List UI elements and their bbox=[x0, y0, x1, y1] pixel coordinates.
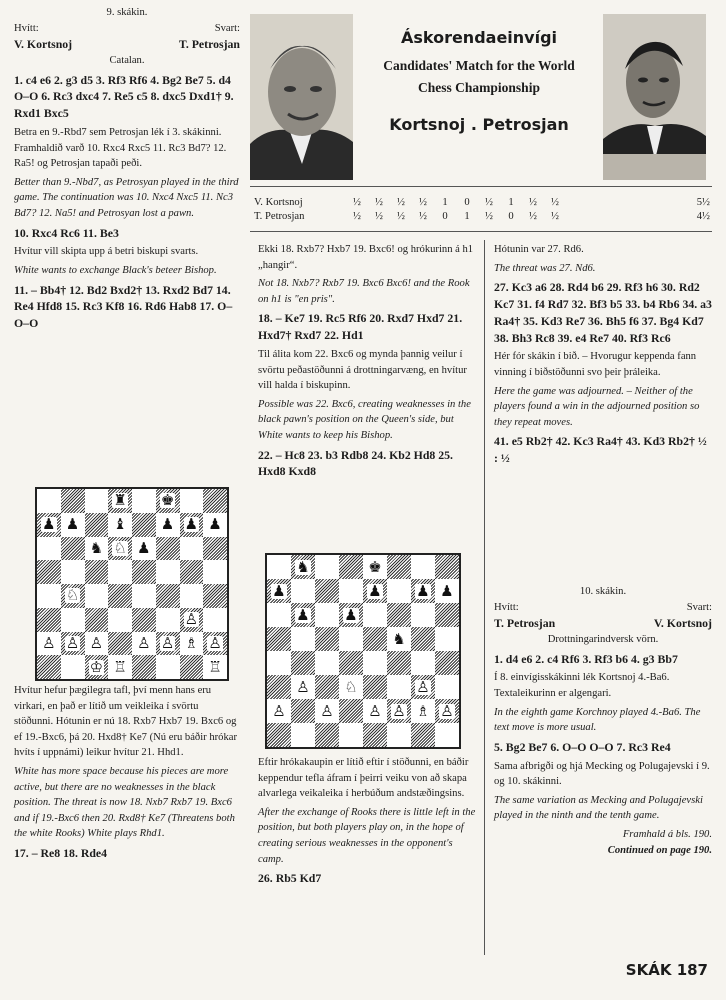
comment-en: White wants to exchange Black's beteer Bishop. bbox=[14, 264, 217, 276]
chess-piece-icon: ♙ bbox=[272, 701, 286, 720]
board-square bbox=[435, 675, 459, 699]
board-square bbox=[37, 537, 61, 561]
board-square bbox=[108, 655, 132, 679]
chess-piece-icon: ♟ bbox=[160, 515, 175, 534]
board-square bbox=[37, 655, 61, 679]
chess-piece-icon: ♟ bbox=[368, 581, 382, 600]
comment-is: Eftir hrókakaupin er lítið eftir í stöðunni, en báðir keppendur tefla áfram í þeirri veiku von að skapa alvarlega veikaleika í herbúðum andstæðingsins. bbox=[258, 757, 469, 800]
board-square bbox=[315, 627, 339, 651]
board-square bbox=[315, 651, 339, 675]
board-square bbox=[339, 675, 363, 699]
score-cell: ½ bbox=[485, 210, 493, 222]
board-square bbox=[267, 723, 291, 747]
chess-piece-icon: ♟ bbox=[65, 515, 80, 534]
board-square bbox=[180, 560, 204, 584]
chess-piece-icon: ♟ bbox=[416, 581, 430, 600]
chess-diagram-1 bbox=[35, 487, 229, 681]
moves-block: 5. Bg2 Be7 6. O–O O–O 7. Rc3 Re4 bbox=[494, 739, 671, 754]
chess-piece-icon: ♘ bbox=[65, 586, 80, 605]
board-square bbox=[339, 651, 363, 675]
board-square bbox=[411, 555, 435, 579]
board-square bbox=[108, 560, 132, 584]
column-middle bbox=[258, 242, 478, 483]
chess-piece-icon: ♞ bbox=[392, 629, 406, 648]
board-square bbox=[61, 655, 85, 679]
score-cell: ½ bbox=[419, 196, 427, 208]
board-square bbox=[203, 584, 227, 608]
board-square bbox=[132, 655, 156, 679]
moves-block: 27. Kc3 a6 28. Rd4 b6 29. Rf3 h6 30. Rd2 Kc7 31. f4 Rd7 32. Bf3 b5 33. b4 Rb6 34. a3 Ra4† 35. Kd3 Re7 36. Bh5 f6 37. Bg4 Kd7 38. Bh3 Rc8 39. e4 Re7 40. Rf3 Rc6 bbox=[494, 280, 712, 345]
board-square bbox=[411, 699, 435, 723]
board-square bbox=[85, 537, 109, 561]
continued-is: Framhald á bls. 190. bbox=[622, 828, 712, 840]
board-square bbox=[363, 579, 387, 603]
board-square bbox=[387, 675, 411, 699]
moves-block: 17. – Re8 18. Rde4 bbox=[14, 845, 108, 860]
comment-is: Sama afbrigði og hjá Mecking og Polugajevski í 9. og 10. skákinni. bbox=[494, 760, 710, 788]
scoreboard bbox=[254, 195, 710, 223]
board-square bbox=[315, 579, 339, 603]
board-square bbox=[315, 603, 339, 627]
chess-piece-icon: ♟ bbox=[137, 538, 151, 557]
board-square bbox=[291, 603, 315, 627]
chess-piece-icon: ♘ bbox=[113, 538, 127, 557]
board-square bbox=[363, 603, 387, 627]
white-label: Hvítt: bbox=[494, 601, 519, 613]
comment-is: Betra en 9.-Rbd7 sem Petrosjan lék í 3. skákinni. Framhaldið varð 10. Rxc4 Rxc5 11. Rc3 Bd7? 12. Ra5! og Petrosjan tapaði peði. bbox=[14, 126, 227, 170]
board-square bbox=[61, 537, 85, 561]
board-square bbox=[156, 513, 180, 537]
board-square bbox=[203, 513, 227, 537]
board-square bbox=[363, 699, 387, 723]
board-square bbox=[291, 627, 315, 651]
board-square bbox=[61, 608, 85, 632]
column-left-lower bbox=[14, 683, 240, 865]
moves-block: 22. – Hc8 23. b3 Rdb8 24. Kb2 Hd8 25. Hxd8 Kxd8 bbox=[258, 447, 454, 479]
board-square bbox=[315, 555, 339, 579]
board-square bbox=[267, 627, 291, 651]
chess-piece-icon: ♙ bbox=[160, 633, 175, 652]
board-square bbox=[203, 489, 227, 513]
board-square bbox=[85, 560, 109, 584]
black-player: V. Kortsnoj bbox=[653, 616, 712, 631]
board-square bbox=[387, 555, 411, 579]
board-square bbox=[132, 489, 156, 513]
chess-piece-icon: ♟ bbox=[272, 581, 286, 600]
board-square bbox=[156, 584, 180, 608]
chess-diagram-2 bbox=[265, 553, 461, 749]
players-names bbox=[494, 615, 712, 632]
board-square bbox=[387, 627, 411, 651]
score-cell: 0 bbox=[442, 210, 448, 222]
column-right-game10 bbox=[494, 584, 712, 861]
board-square bbox=[85, 584, 109, 608]
comment-en: White has more space because his pieces are more active, but there are no weaknesses in the black position. The threat is now 18. Nxb7 Rxb7 19. Bxc6 and if 19.-Bxc6 then 20. Rxd8† Ke7 (Threatens both the white Rooks) White plays Rhd1. bbox=[14, 765, 235, 840]
board-square bbox=[435, 579, 459, 603]
comment-is: Hér fór skákin í bið. – Hvorugur keppenda fann vinning í biðstöðunni svo þeir þráleika. bbox=[494, 351, 697, 378]
chess-piece-icon: ♜ bbox=[113, 491, 127, 510]
comment-is: Í 8. einvígisskákinni lék Kortsnoj 4.-Ba6. Textaleikurinn er algengari. bbox=[494, 672, 670, 699]
comment-en: Possible was 22. Bxc6, creating weaknesses in the black pawn's position on the Queen's side, but White wants to keep his Bishop. bbox=[258, 398, 471, 441]
score-player-name: V. Kortsnoj bbox=[254, 196, 303, 208]
chess-piece-icon: ♘ bbox=[344, 677, 358, 696]
score-cell: ½ bbox=[529, 196, 537, 208]
chess-piece-icon: ♙ bbox=[416, 677, 430, 696]
comment-en: Not 18. Nxb7? Rxb7 19. Bxc6 Bxc6! and the Rook on h1 is "en pris". bbox=[258, 278, 470, 305]
chess-piece-icon: ♞ bbox=[296, 557, 310, 576]
chess-piece-icon: ♟ bbox=[296, 605, 310, 624]
board-square bbox=[108, 489, 132, 513]
board-square bbox=[108, 537, 132, 561]
board-square bbox=[291, 723, 315, 747]
match-title: Kortsnoj . Petrosjan bbox=[389, 115, 569, 134]
board-square bbox=[435, 627, 459, 651]
moves-block: 1. d4 e6 2. c4 Rf6 3. Rf3 b6 4. g3 Bb7 bbox=[494, 651, 678, 666]
board-square bbox=[291, 651, 315, 675]
board-square bbox=[291, 555, 315, 579]
board-square bbox=[156, 489, 180, 513]
board-square bbox=[203, 655, 227, 679]
chess-piece-icon: ♙ bbox=[137, 633, 151, 652]
chess-piece-icon: ♔ bbox=[89, 657, 104, 676]
comment-en: After the exchange of Rooks there is little left in the position, but both players play on, in the hope of creating serious weaknesses in the opponent's camp. bbox=[258, 806, 476, 865]
comment-is: Hvítur hefur þægilegra tafl, því menn hans eru virkari, en það er lítið um veikleika í svörtu stöðunni. Hótunin er nú 18. Rxb7 Hxb7 19. Bxc6 og ef 19.-Bxc6, þá 20. Hxd8† Ke7 (Nú eru báðir hrókar hvíts í uppnámi) leikur hvítur 21. Hhd1. bbox=[14, 685, 237, 759]
score-cell: ½ bbox=[551, 210, 559, 222]
board-square bbox=[291, 579, 315, 603]
board-square bbox=[435, 555, 459, 579]
chess-piece-icon: ♗ bbox=[416, 701, 430, 720]
board-square bbox=[132, 560, 156, 584]
column-right bbox=[494, 242, 712, 470]
board-square bbox=[85, 655, 109, 679]
board-square bbox=[203, 560, 227, 584]
chess-piece-icon: ♙ bbox=[440, 701, 454, 720]
chess-piece-icon: ♙ bbox=[392, 701, 406, 720]
score-cell: ½ bbox=[529, 210, 537, 222]
board-square bbox=[339, 555, 363, 579]
board-square bbox=[85, 608, 109, 632]
magazine-name: SKÁK bbox=[625, 961, 672, 979]
board-square bbox=[85, 632, 109, 656]
board-square bbox=[315, 723, 339, 747]
board-square bbox=[180, 608, 204, 632]
column-middle-lower bbox=[258, 755, 478, 890]
board-square bbox=[363, 555, 387, 579]
board-square bbox=[267, 603, 291, 627]
chess-piece-icon: ♙ bbox=[65, 633, 80, 652]
comment-is: Hvítur vill skipta upp á betri biskupi svarts. bbox=[14, 246, 199, 258]
board-square bbox=[108, 513, 132, 537]
board-square bbox=[435, 723, 459, 747]
chess-piece-icon: ♙ bbox=[320, 701, 334, 720]
chess-piece-icon: ♟ bbox=[440, 581, 454, 600]
chess-piece-icon: ♙ bbox=[368, 701, 382, 720]
board-square bbox=[411, 651, 435, 675]
board-square bbox=[37, 560, 61, 584]
players-labels bbox=[14, 21, 240, 37]
board-square bbox=[203, 632, 227, 656]
score-cell: ½ bbox=[419, 210, 427, 222]
board-square bbox=[132, 537, 156, 561]
score-cell: 1 bbox=[508, 196, 514, 208]
chess-piece-icon: ♙ bbox=[42, 633, 56, 652]
board-square bbox=[108, 632, 132, 656]
board-square bbox=[267, 651, 291, 675]
divider bbox=[250, 186, 712, 187]
board-square bbox=[37, 608, 61, 632]
board-square bbox=[180, 537, 204, 561]
board-square bbox=[387, 651, 411, 675]
chess-piece-icon: ♖ bbox=[113, 657, 127, 676]
board-square bbox=[37, 632, 61, 656]
board-square bbox=[156, 632, 180, 656]
score-cell: ½ bbox=[397, 210, 405, 222]
board-square bbox=[315, 699, 339, 723]
board-square bbox=[132, 632, 156, 656]
board-square bbox=[267, 579, 291, 603]
score-cell: ½ bbox=[375, 210, 383, 222]
opening-name: Catalan. bbox=[109, 54, 145, 66]
board-square bbox=[180, 513, 204, 537]
board-square bbox=[435, 603, 459, 627]
board-square bbox=[387, 699, 411, 723]
board-square bbox=[61, 489, 85, 513]
score-cell: ½ bbox=[353, 210, 361, 222]
board-square bbox=[411, 723, 435, 747]
board-square bbox=[435, 699, 459, 723]
chess-piece-icon: ♟ bbox=[184, 515, 199, 534]
board-square bbox=[339, 603, 363, 627]
chess-piece-icon: ♖ bbox=[208, 657, 222, 676]
board-square bbox=[387, 579, 411, 603]
board-square bbox=[132, 608, 156, 632]
comment-is: Ekki 18. Rxb7? Hxb7 19. Bxc6! og hrókurinn á h1 „hangir“. bbox=[258, 244, 474, 271]
board-square bbox=[435, 651, 459, 675]
players-labels bbox=[494, 600, 712, 616]
board-square bbox=[339, 699, 363, 723]
board-square bbox=[61, 560, 85, 584]
chess-piece-icon: ♙ bbox=[184, 610, 199, 629]
board-square bbox=[411, 627, 435, 651]
moves-block: 11. – Bb4† 12. Bd2 Bxd2† 13. Rxd2 Bd7 14. Re4 Hfd8 15. Rc3 Kf8 16. Rd6 Hab8 17. O–O–O bbox=[14, 282, 233, 331]
score-cell: 1 bbox=[442, 196, 448, 208]
white-player: T. Petrosjan bbox=[494, 616, 556, 631]
board-square bbox=[156, 608, 180, 632]
chess-piece-icon: ♗ bbox=[184, 633, 199, 652]
board-square bbox=[156, 560, 180, 584]
score-row bbox=[254, 195, 710, 209]
chess-piece-icon: ♙ bbox=[208, 633, 222, 652]
black-player: T. Petrosjan bbox=[178, 37, 240, 52]
comment-en: The threat was 27. Nd6. bbox=[494, 262, 596, 274]
score-player-name: T. Petrosjan bbox=[254, 210, 305, 222]
board-square bbox=[61, 513, 85, 537]
board-square bbox=[267, 675, 291, 699]
moves-block: 41. e5 Rb2† 42. Kc3 Ra4† 43. Kd3 Rb2† ½ : ½ bbox=[494, 434, 707, 466]
board-square bbox=[180, 655, 204, 679]
comment-en: Here the game was adjourned. – Neither of the players found a win in the adjourned position so they repeat moves. bbox=[494, 385, 700, 428]
opening-name: Drottningarindversk vörn. bbox=[547, 633, 659, 645]
board-square bbox=[203, 608, 227, 632]
score-total: 5½ bbox=[696, 196, 710, 208]
continued-en: Continued on page 190. bbox=[607, 844, 712, 856]
board-square bbox=[156, 537, 180, 561]
board-square bbox=[291, 675, 315, 699]
score-cell: ½ bbox=[485, 196, 493, 208]
board-square bbox=[363, 651, 387, 675]
score-total: 4½ bbox=[696, 210, 710, 222]
board-square bbox=[315, 675, 339, 699]
score-row bbox=[254, 209, 710, 223]
page-title: Áskorendaeinvígi bbox=[400, 28, 558, 47]
comment-is: Til álita kom 22. Bxc6 og mynda þannig veilur í svörtu peðastöðunni á drottningarvæng, en hvítur vill halda í biskupinn. bbox=[258, 348, 467, 392]
header-block bbox=[360, 28, 598, 134]
board-square bbox=[132, 584, 156, 608]
players-names bbox=[14, 36, 240, 53]
white-label: Hvítt: bbox=[14, 22, 39, 34]
board-square bbox=[108, 584, 132, 608]
board-square bbox=[387, 723, 411, 747]
chess-piece-icon: ♟ bbox=[208, 515, 222, 534]
board-square bbox=[411, 579, 435, 603]
chess-piece-icon: ♞ bbox=[89, 538, 104, 557]
column-left bbox=[14, 5, 240, 335]
board-square bbox=[411, 603, 435, 627]
chess-piece-icon: ♚ bbox=[368, 557, 382, 576]
game-title: 10. skákin. bbox=[579, 586, 627, 597]
board-square bbox=[203, 537, 227, 561]
moves-block: 26. Rb5 Kd7 bbox=[258, 871, 322, 886]
moves-block: 18. – Ke7 19. Rc5 Rf6 20. Rxd7 Hxd7 21. Hxd7† Rxd7 22. Hd1 bbox=[258, 311, 463, 343]
divider bbox=[250, 231, 712, 232]
board-square bbox=[37, 513, 61, 537]
score-cell: ½ bbox=[375, 196, 383, 208]
moves-block: 1. c4 e6 2. g3 d5 3. Rf3 Rf6 4. Bg2 Be7 5. d4 O–O 6. Rc3 dxc4 7. Re5 c5 8. dxc5 Dxd1† 9. Rxd1 Bxc5 bbox=[14, 72, 234, 121]
board-square bbox=[339, 627, 363, 651]
chess-piece-icon: ♚ bbox=[160, 491, 175, 510]
board-square bbox=[180, 584, 204, 608]
board-square bbox=[363, 723, 387, 747]
board-square bbox=[267, 555, 291, 579]
photo-kortsnoj bbox=[250, 14, 353, 180]
comment-en: In the eighth game Korchnoy played 4.-Ba6. The text move is more usual. bbox=[494, 706, 701, 734]
board-square bbox=[37, 489, 61, 513]
white-player: V. Kortsnoj bbox=[14, 37, 73, 52]
comment-is: Hótunin var 27. Rd6. bbox=[494, 244, 584, 255]
comment-en: The same variation as Mecking and Polugajevski played in the ninth and the tenth game. bbox=[494, 794, 703, 822]
black-label: Svart: bbox=[214, 22, 240, 34]
black-label: Svart: bbox=[686, 601, 712, 613]
score-cell: ½ bbox=[353, 196, 361, 208]
board-square bbox=[108, 608, 132, 632]
column-divider bbox=[484, 240, 485, 955]
board-square bbox=[267, 699, 291, 723]
chess-piece-icon: ♟ bbox=[344, 605, 358, 624]
page-number: 187 bbox=[676, 961, 708, 979]
board-square bbox=[132, 513, 156, 537]
comment-en: Better than 9.-Nbd7, as Petrosyan played in the third game. The continuation was 10. Nxc4 Nxc5 11. Nc3 Bd7? 12. Na5! and Petrosyan lost a pawn. bbox=[14, 176, 239, 219]
score-cell: 0 bbox=[508, 210, 514, 222]
photo-petrosjan bbox=[603, 14, 706, 180]
board-square bbox=[363, 627, 387, 651]
board-square bbox=[291, 699, 315, 723]
score-cell: 1 bbox=[464, 210, 470, 222]
board-square bbox=[61, 632, 85, 656]
board-square bbox=[339, 579, 363, 603]
board-square bbox=[363, 675, 387, 699]
chess-piece-icon: ♝ bbox=[113, 515, 127, 534]
board-square bbox=[85, 513, 109, 537]
board-square bbox=[411, 675, 435, 699]
game-title: 9. skákin. bbox=[106, 7, 148, 18]
moves-block: 10. Rxc4 Rc6 11. Be3 bbox=[14, 225, 119, 240]
board-square bbox=[85, 489, 109, 513]
board-square bbox=[387, 603, 411, 627]
board-square bbox=[180, 489, 204, 513]
board-square bbox=[339, 723, 363, 747]
score-cell: ½ bbox=[551, 196, 559, 208]
chess-piece-icon: ♙ bbox=[89, 633, 104, 652]
chess-piece-icon: ♟ bbox=[42, 515, 56, 534]
score-cell: 0 bbox=[464, 196, 470, 208]
board-square bbox=[61, 584, 85, 608]
board-square bbox=[37, 584, 61, 608]
chess-piece-icon: ♙ bbox=[296, 677, 310, 696]
board-square bbox=[180, 632, 204, 656]
board-square bbox=[156, 655, 180, 679]
page-footer bbox=[626, 961, 708, 979]
subtitle-en: Candidates' Match for the World Chess Championship bbox=[383, 58, 575, 95]
score-cell: ½ bbox=[397, 196, 405, 208]
